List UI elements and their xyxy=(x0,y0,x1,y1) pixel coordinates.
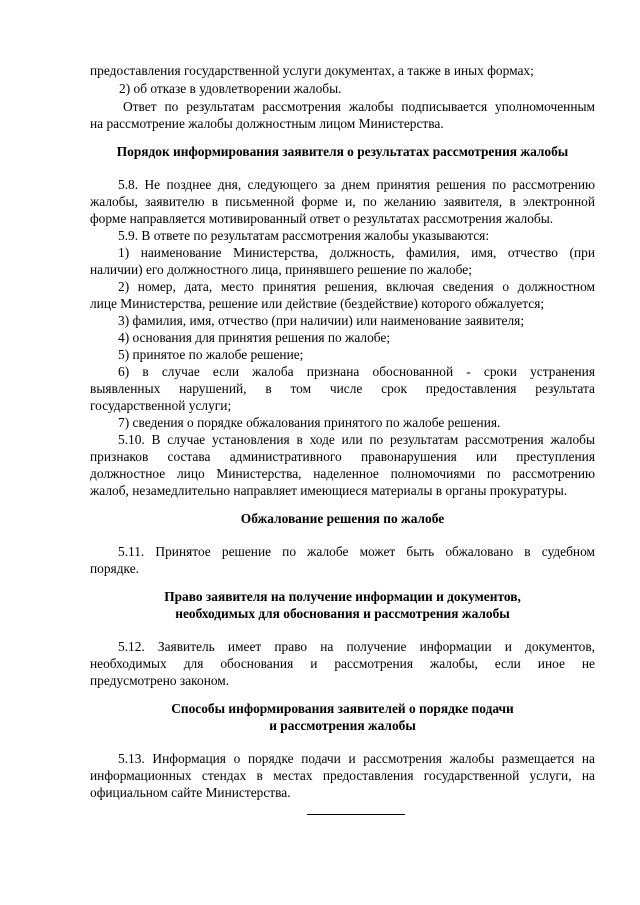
paragraph-5-10-line: жалоб, незамедлительно направляет имеющиеся материалы в органы прокуратуры. xyxy=(90,483,568,498)
paragraph-5-11-line: порядке. xyxy=(90,561,139,576)
section-heading: Обжалование решения по жалобе xyxy=(240,511,445,526)
paragraph-5-12-line: предусмотрено законом. xyxy=(90,673,230,688)
text-line: Ответ по результатам рассмотрения жалобы подписывается уполномоченным xyxy=(123,99,595,114)
paragraph-5-10-line: 5.10. В случае установления в ходе или по результатам рассмотрения жалобы xyxy=(118,432,595,447)
text-line: 2) об отказе в удовлетворении жалобы. xyxy=(119,81,342,96)
paragraph-5-9: 5.9. В ответе по результатам рассмотрения жалобы указываются: xyxy=(118,228,490,243)
paragraph-5-13-line: информационных стендах в местах предоставления государственной услуги, на xyxy=(90,768,595,783)
list-item-line: 6) в случае если жалоба признана обоснованной - сроки устранения xyxy=(118,364,595,379)
list-item-line: 7) сведения о порядке обжалования принятого по жалобе решения. xyxy=(118,415,501,430)
text-line: предоставления государственной услуги документах, а также в иных формах; xyxy=(90,63,534,78)
text-line: на рассмотрение жалобы должностным лицом Министерства. xyxy=(90,116,444,131)
paragraph-5-12-line: необходимых для обоснования и рассмотрения жалобы, если иное не xyxy=(90,656,595,671)
list-item-line: 4) основания для принятия решения по жалобе; xyxy=(118,330,391,345)
paragraph-5-10-line: должностное лицо Министерства, наделенное полномочиями по рассмотрению xyxy=(90,466,595,481)
section-heading-line: Право заявителя на получение информации и документов, xyxy=(164,589,521,604)
closing-divider xyxy=(307,814,405,815)
paragraph-5-8-line: жалобы, заявителю в письменной форме и, по желанию заявителя, в электронной xyxy=(90,194,595,209)
paragraph-5-13-line: 5.13. Информация о порядке подачи и рассмотрения жалобы размещается на xyxy=(118,751,595,766)
list-item-line: выявленных нарушений, в том числе срок предоставления результата xyxy=(90,381,595,396)
paragraph-5-10-line: признаков состава административного правонарушения или преступления xyxy=(90,449,595,464)
list-item-line: наличии) его должностного лица, принявшего решение по жалобе; xyxy=(90,262,472,277)
section-heading-line: Способы информирования заявителей о порядке подачи xyxy=(171,701,514,716)
paragraph-5-11-line: 5.11. Принятое решение по жалобе может быть обжаловано в судебном xyxy=(118,544,595,559)
list-item-line: 5) принятое по жалобе решение; xyxy=(118,347,304,362)
paragraph-5-13-line: официальном сайте Министерства. xyxy=(90,785,291,800)
section-heading-line: и рассмотрения жалобы xyxy=(269,718,416,733)
list-item-line: 2) номер, дата, место принятия решения, включая сведения о должностном xyxy=(118,279,595,294)
paragraph-5-12-line: 5.12. Заявитель имеет право на получение информации и документов, xyxy=(118,639,595,654)
paragraph-5-8-line: 5.8. Не позднее дня, следующего за днем принятия решения по рассмотрению xyxy=(118,177,595,192)
section-heading: Порядок информирования заявителя о результатах рассмотрения жалобы xyxy=(116,144,569,159)
list-item-line: 1) наименование Министерства, должность, фамилия, имя, отчество (при xyxy=(118,245,595,260)
section-heading-line: необходимых для обоснования и рассмотрения жалобы xyxy=(175,606,510,621)
list-item-line: государственной услуги; xyxy=(90,398,232,413)
list-item-line: 3) фамилия, имя, отчество (при наличии) или наименование заявителя; xyxy=(118,313,525,328)
paragraph-5-8-line: форме направляется мотивированный ответ о результатах рассмотрения жалобы. xyxy=(90,211,554,226)
list-item-line: лице Министерства, решение или действие (бездействие) которого обжалуется; xyxy=(90,296,545,311)
